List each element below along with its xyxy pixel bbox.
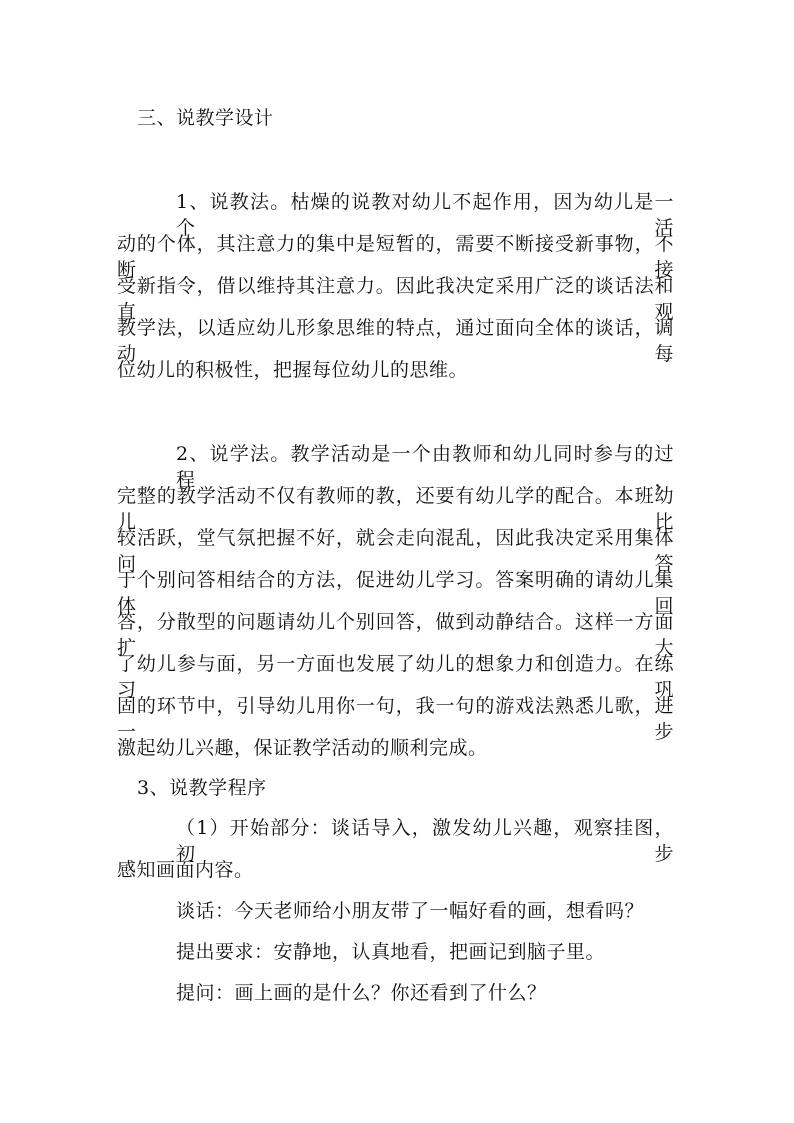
- paragraph-2-line-2: 完整的教学活动不仅有教师的教，还要有幼儿学的配合。本班幼儿比: [117, 485, 674, 533]
- section-heading: 三、说教学设计: [137, 107, 274, 129]
- dialogue-line-talk: 谈话：今天老师给小朋友带了一幅好看的画，想看吗？: [176, 900, 645, 922]
- paragraph-2-line-5: 答，分散型的问题请幼儿个别回答，做到动静结合。这样一方面扩大: [117, 611, 674, 659]
- paragraph-1-line-5: 位幼儿的积极性，把握每位幼儿的思维。: [117, 359, 469, 381]
- paragraph-1-line-3: 受新指令，借以维持其注意力。因此我决定采用广泛的谈话法和直观: [117, 275, 674, 323]
- subsection-heading: 3、说教学程序: [137, 777, 267, 799]
- paragraph-2-line-7: 固的环节中，引导幼儿用你一句，我一句的游戏法熟悉儿歌，进一步: [117, 695, 674, 743]
- paragraph-2-line-3: 较活跃，堂气氛把握不好，就会走向混乱，因此我决定采用集体问答: [117, 527, 674, 575]
- dialogue-line-question: 提问：画上画的是什么？你还看到了什么？: [176, 982, 547, 1004]
- paragraph-1-line-2: 动的个体，其注意力的集中是短暂的，需要不断接受新事物，不断接: [117, 233, 674, 281]
- paragraph-2-line-1: 2、说学法。教学活动是一个由教师和幼儿同时参与的过程，: [176, 443, 674, 491]
- paragraph-2-line-4: 于个别问答相结合的方法，促进幼儿学习。答案明确的请幼儿集体回: [117, 569, 674, 617]
- paragraph-3-line-2: 感知画面内容。: [117, 859, 254, 881]
- paragraph-3-line-1: （1）开始部分：谈话导入，激发幼儿兴趣，观察挂图，初步: [176, 817, 674, 865]
- paragraph-2-line-8: 激起幼儿兴趣，保证教学活动的顺利完成。: [117, 737, 488, 759]
- paragraph-1-line-1: 1、说教法。枯燥的说教对幼儿不起作用，因为幼儿是一个活: [176, 191, 674, 239]
- dialogue-line-requirement: 提出要求：安静地，认真地看，把画记到脑子里。: [176, 941, 606, 963]
- paragraph-2-line-6: 了幼儿参与面，另一方面也发展了幼儿的想象力和创造力。在练习巩: [117, 653, 674, 701]
- paragraph-1-line-4: 教学法，以适应幼儿形象思维的特点，通过面向全体的谈话，调动每: [117, 317, 674, 365]
